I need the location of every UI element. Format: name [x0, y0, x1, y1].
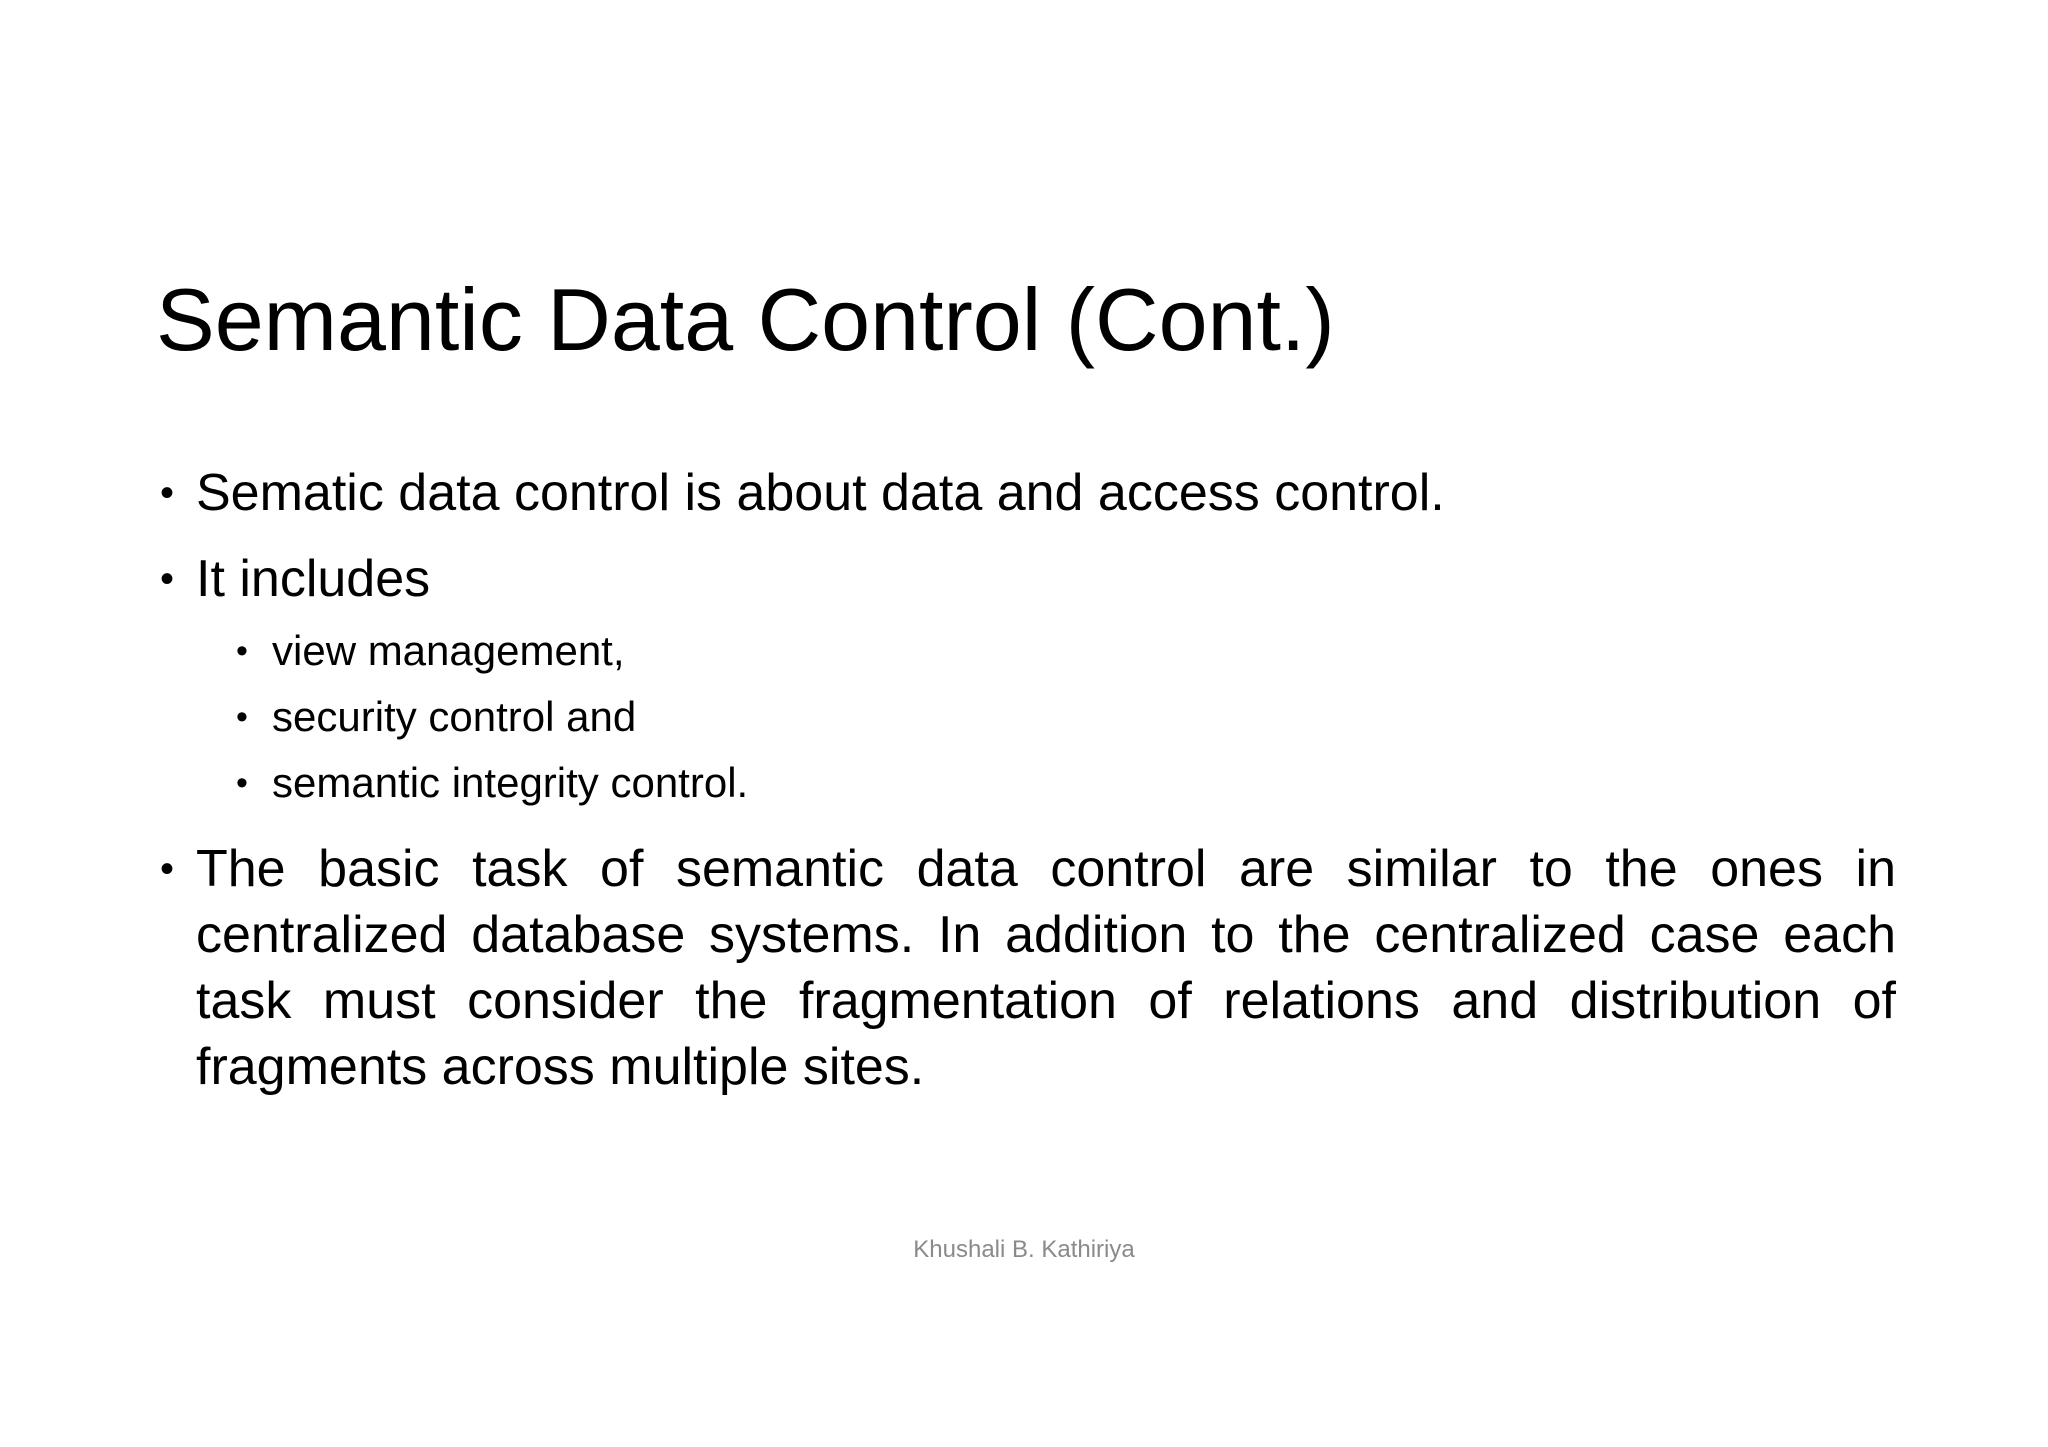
bullet-dot-icon: •: [236, 632, 248, 670]
sub-bullet-item: [234, 684, 1896, 750]
slide-content: [156, 460, 1896, 1120]
sub-bullet-list: [234, 618, 1896, 816]
bullet-dot-icon: •: [160, 557, 175, 601]
bullet-list: [156, 460, 1896, 1100]
footer-author: Khushali B. Kathiriya: [913, 1236, 1135, 1263]
sub-bullet-item: [234, 750, 1896, 816]
sub-bullet-text: security control and: [272, 693, 637, 740]
bullet-dot-icon: •: [160, 471, 175, 515]
sub-bullet-item: [234, 618, 1896, 684]
sub-bullet-text: semantic integrity control.: [272, 759, 749, 806]
bullet-text: Sematic data control is about data and access control.: [196, 464, 1445, 522]
bullet-dot-icon: •: [160, 847, 175, 891]
bullet-item: [156, 546, 1896, 816]
bullet-dot-icon: •: [236, 764, 248, 802]
bullet-item: [156, 460, 1896, 526]
sub-bullet-text: view management,: [272, 627, 625, 674]
bullet-item: [156, 836, 1896, 1100]
bullet-dot-icon: •: [236, 698, 248, 736]
slide-title: Semantic Data Control (Cont.): [156, 270, 1335, 369]
bullet-text: It includes: [196, 550, 431, 608]
bullet-text: The basic task of semantic data control are similar to the ones in centralized database systems. In addition to the centralized case each task must consider the fragmentation of relations and distribution of fragments across multiple sites.: [196, 840, 1896, 1096]
